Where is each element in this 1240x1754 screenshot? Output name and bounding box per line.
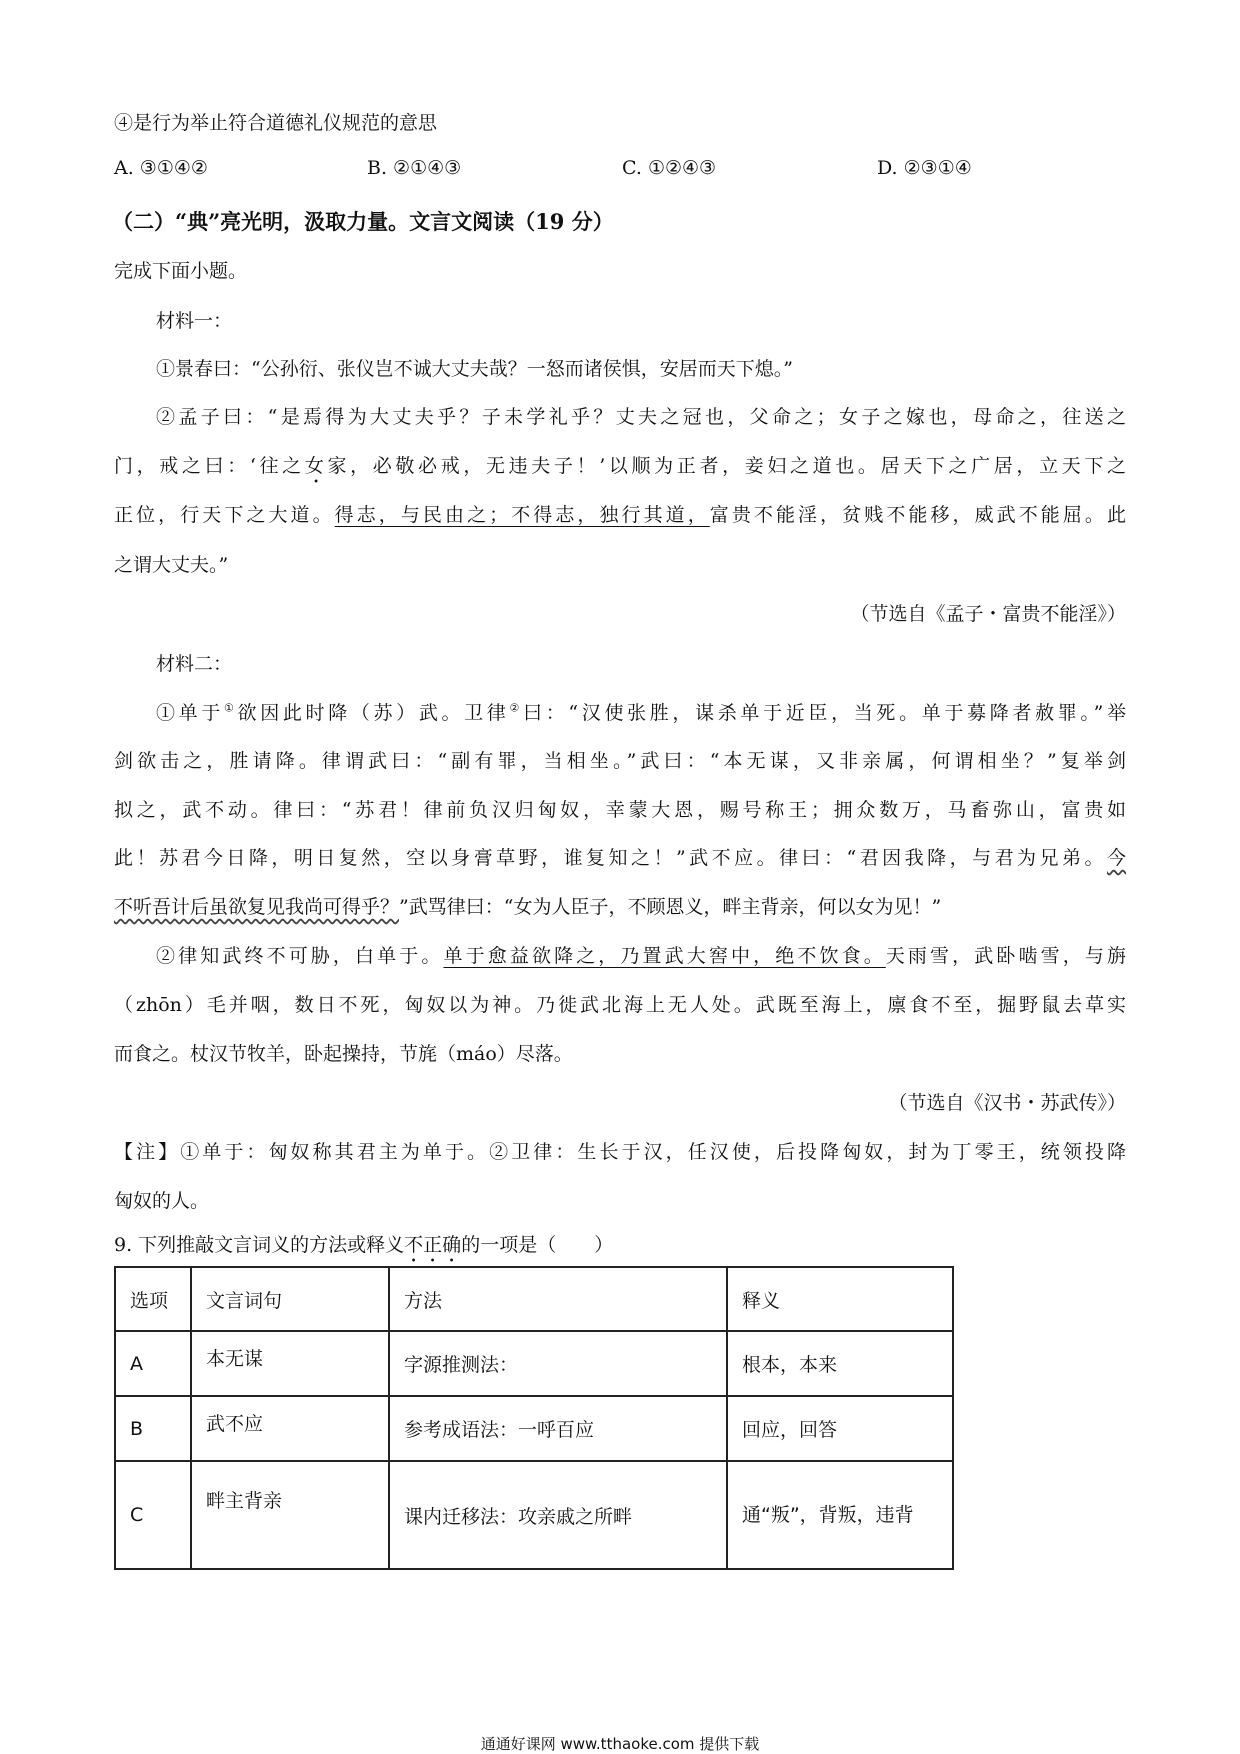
instruction: 完成下面小题。 <box>114 260 248 282</box>
item-4-text: ④是行为举止符合道德礼仪规范的意思 <box>114 112 438 134</box>
material2-label: 材料二： <box>156 653 233 675</box>
row-option: B <box>115 1396 191 1461</box>
underlined-sentence-2: 单于愈益欲降之，乃置武大窖中，绝不饮食。 <box>443 945 886 967</box>
table-row <box>115 1396 953 1461</box>
row-option: C <box>115 1461 191 1569</box>
row-method: 字源推测法： <box>389 1331 727 1396</box>
row-option: A <box>115 1331 191 1396</box>
material2-line5: 不听吾计后虽欲复见我尚可得乎？”武骂律曰：“女为人臣子，不顾恩义，畔主背亲，何以女为见！” <box>114 896 942 918</box>
material2-line3: 拟之，武不动。律曰：“苏君！律前负汉归匈奴，幸蒙大恩，赐号称王；拥众数万，马畜弥山，富贵如 <box>114 799 1126 821</box>
material2-line7: （zhōn）毛并咽，数日不死，匈奴以为神。乃徙武北海上无人处。武既至海上，廪食不至，掘野鼠去草实 <box>114 994 1126 1016</box>
table-header-row <box>115 1267 953 1331</box>
question-9-table <box>114 1266 954 1570</box>
row-meaning: 回应，回答 <box>727 1396 953 1461</box>
material1-para2-line2: 门，戒之曰：‘往之女家，必敬必戒，无违夫子！’以顺为正者，妾妇之道也。居天下之广居，立天下之 <box>114 455 1126 477</box>
header-option: 选项 <box>115 1267 191 1331</box>
row-meaning: 根本，本来 <box>727 1331 953 1396</box>
wavy-underline-start: 今 <box>1106 847 1126 869</box>
wavy-underlined-sentence: 不听吾计后虽欲复见我尚可得乎？ <box>114 896 400 918</box>
material2-line4: 此！苏君今日降，明日复然，空以身膏草野，谁复知之！”武不应。律曰：“君因我降，与君为兄弟。今 <box>114 847 1126 869</box>
material1-label: 材料一： <box>156 310 233 332</box>
material1-para2-line3: 正位，行天下之大道。得志，与民由之；不得志，独行其道，富贵不能淫，贫贱不能移，威武不能屈。此 <box>114 504 1126 526</box>
footnote-ref-2: ② <box>509 701 524 715</box>
header-meaning: 释义 <box>727 1267 953 1331</box>
header-phrase: 文言词句 <box>191 1267 389 1331</box>
material2-line6: ②律知武终不可胁，白单于。单于愈益欲降之，乃置武大窖中，绝不饮食。天雨雪，武卧啮雪，与旃 <box>156 945 1126 967</box>
material2-line1: ①单于①欲因此时降（苏）武。卫律②曰：“汉使张胜，谋杀单于近臣，当死。单于募降者赦罪。”举 <box>156 701 1126 724</box>
option-c: C. ①②④③ <box>622 157 717 179</box>
emphasis-not-correct: 不正确 <box>404 1234 462 1256</box>
question-9-stem: 9. 下列推敲文言词义的方法或释义不正确的一项是（ ） <box>114 1234 614 1256</box>
underlined-sentence: 得志，与民由之；不得志，独行其道， <box>334 504 710 526</box>
note-line1: 【注】①单于：匈奴称其君主为单于。②卫律：生长于汉，任汉使，后投降匈奴，封为丁零王，统领投降 <box>114 1141 1126 1163</box>
footnote-ref-1: ① <box>224 701 238 715</box>
material1-para1: ①景春曰：“公孙衍、张仪岂不诚大丈夫哉？一怒而诸侯惧，安居而天下熄。” <box>156 358 793 380</box>
material1-para2-line4: 之谓大丈夫。” <box>114 554 229 576</box>
section-heading: （二）“典”亮光明，汲取力量。文言文阅读（19 分） <box>112 209 614 234</box>
material1-para2-line1: ②孟子曰：“是焉得为大丈夫乎？子未学礼乎？丈夫之冠也，父命之；女子之嫁也，母命之，往送之 <box>156 406 1126 428</box>
footer-download-note: 通通好课网 www.tthaoke.com 提供下载 <box>480 1735 760 1753</box>
row-meaning: 通“叛”，背叛，违背 <box>727 1461 953 1569</box>
option-b: B. ②①④③ <box>367 157 462 179</box>
row-phrase: 武不应 <box>191 1396 389 1461</box>
material2-source: （节选自《汉书・苏武传》） <box>888 1092 1126 1114</box>
header-method: 方法 <box>389 1267 727 1331</box>
option-a: A. ③①④② <box>114 157 208 179</box>
row-method: 参考成语法：一呼百应 <box>389 1396 727 1461</box>
row-phrase: 畔主背亲 <box>191 1461 389 1569</box>
row-phrase: 本无谋 <box>191 1331 389 1396</box>
material1-source: （节选自《孟子・富贵不能淫》） <box>850 603 1126 625</box>
option-d: D. ②③①④ <box>877 157 972 179</box>
material2-line8: 而食之。杖汉节牧羊，卧起操持，节旄（máo）尽落。 <box>114 1043 573 1065</box>
row-method: 课内迁移法：攻亲戚之所畔 <box>389 1461 727 1569</box>
material2-line2: 剑欲击之，胜请降。律谓武曰：“副有罪，当相坐。”武曰：“本无谋，又非亲属，何谓相坐？”复举剑 <box>114 750 1126 772</box>
table-row <box>115 1461 953 1569</box>
note-line2: 匈奴的人。 <box>114 1190 210 1212</box>
table-row <box>115 1331 953 1396</box>
emphasis-dot-word: 女 <box>304 455 328 477</box>
